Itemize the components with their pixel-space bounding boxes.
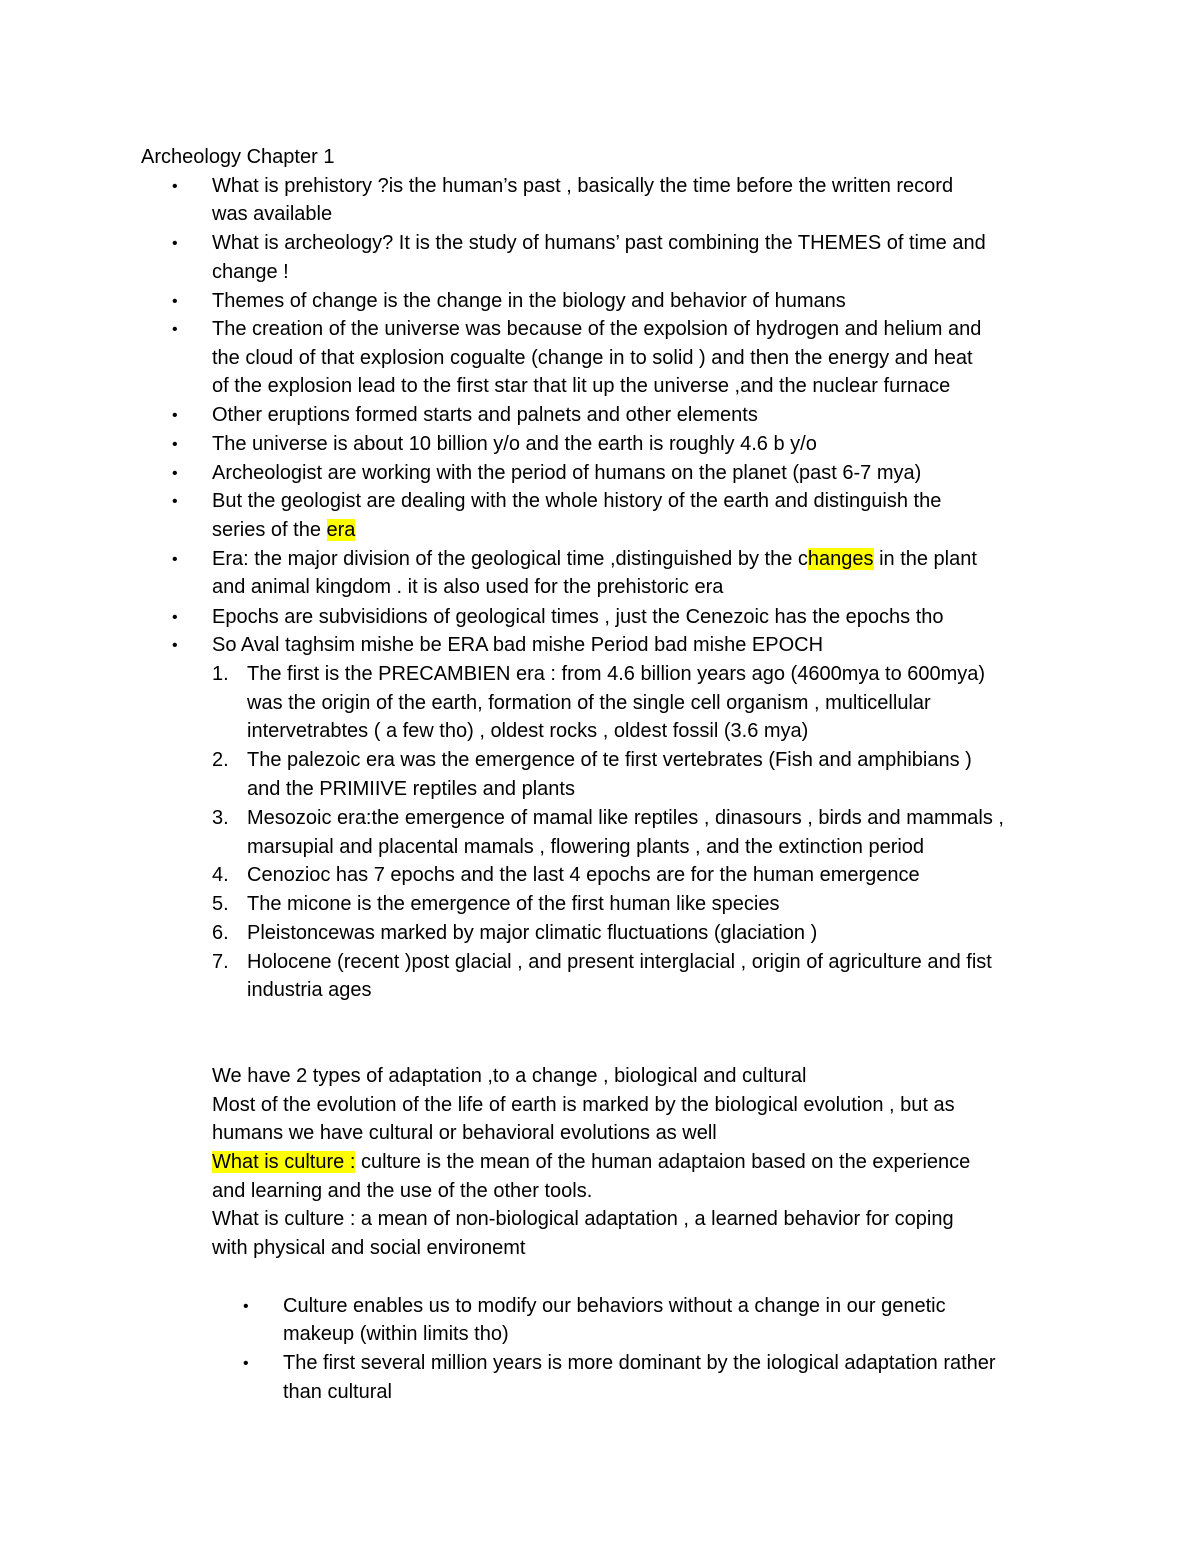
list-item-line: Other eruptions formed starts and palnets and other elements: [212, 404, 758, 426]
list-item-line: Holocene (recent )post glacial , and present interglacial , origin of agriculture and fist: [247, 951, 992, 973]
list-number: 1.: [212, 663, 229, 685]
list-number: 6.: [212, 922, 229, 944]
list-item-line: The palezoic era was the emergence of te first vertebrates (Fish and amphibians ): [247, 749, 972, 771]
highlighted-text: era: [326, 519, 356, 541]
list-item-line: The universe is about 10 billion y/o and the earth is roughly 4.6 b y/o: [212, 433, 817, 455]
list-number: 7.: [212, 951, 229, 973]
paragraph-line: [212, 1148, 970, 1177]
bullet-icon: •: [243, 1298, 249, 1315]
list-item-line: [212, 516, 355, 545]
list-number: 3.: [212, 807, 229, 829]
list-item-line: [212, 545, 977, 574]
list-item-line: So Aval taghsim mishe be ERA bad mishe Period bad mishe EPOCH: [212, 634, 824, 656]
bullet-icon: •: [172, 407, 178, 424]
list-item-line: The first several million years is more dominant by the iological adaptation rather: [283, 1352, 996, 1374]
list-item-line: the cloud of that explosion cogualte (change in to solid ) and then the energy and heat: [212, 347, 973, 369]
paragraph-line: We have 2 types of adaptation ,to a change , biological and cultural: [212, 1065, 807, 1087]
bullet-icon: •: [172, 637, 178, 654]
list-number: 2.: [212, 749, 229, 771]
list-item-line: What is prehistory ?is the human’s past , basically the time before the written record: [212, 175, 954, 197]
list-item-line: Pleistoncewas marked by major climatic fluctuations (glaciation ): [247, 922, 818, 944]
list-item-line: The first is the PRECAMBIEN era : from 4.6 billion years ago (4600mya to 600mya): [247, 663, 986, 685]
list-item-line: of the explosion lead to the first star that lit up the universe ,and the nuclear furnace: [212, 375, 951, 397]
paragraph-line: humans we have cultural or behavioral evolutions as well: [212, 1122, 717, 1144]
list-item-line: was available: [212, 203, 333, 225]
bullet-icon: •: [172, 293, 178, 310]
bullet-icon: •: [172, 178, 178, 195]
bullet-icon: •: [172, 235, 178, 252]
list-item-line: The creation of the universe was because of the expolsion of hydrogen and helium and: [212, 318, 982, 340]
paragraph-line: and learning and the use of the other tools.: [212, 1180, 593, 1202]
list-item-line: and the PRIMIIVE reptiles and plants: [247, 778, 575, 800]
list-item-line: Culture enables us to modify our behaviors without a change in our genetic: [283, 1295, 946, 1317]
list-number: 5.: [212, 893, 229, 915]
list-item-line: industria ages: [247, 979, 372, 1001]
list-item-line: change !: [212, 261, 289, 283]
bullet-icon: •: [172, 551, 178, 568]
paragraph-line: What is culture : a mean of non-biological adaptation , a learned behavior for coping: [212, 1208, 954, 1230]
list-item-line: marsupial and placental mamals , flowering plants , and the extinction period: [247, 836, 925, 858]
list-item-line: than cultural: [283, 1381, 392, 1403]
list-item-line: Mesozoic era:the emergence of mamal like reptiles , dinasours , birds and mammals ,: [247, 807, 1004, 829]
bullet-icon: •: [172, 321, 178, 338]
list-item-line: Archeologist are working with the period of humans on the planet (past 6-7 mya): [212, 462, 922, 484]
list-item-line: and animal kingdom . it is also used for the prehistoric era: [212, 576, 724, 598]
paragraph-line: with physical and social environemt: [212, 1237, 526, 1259]
highlighted-text: hanges: [807, 548, 874, 570]
text-run: culture is the mean of the human adaptaion based on the experience: [355, 1151, 971, 1173]
list-item-line: The micone is the emergence of the first human like species: [247, 893, 780, 915]
bullet-icon: •: [172, 465, 178, 482]
document-title: Archeology Chapter 1: [141, 146, 335, 168]
paragraph-line: Most of the evolution of the life of earth is marked by the biological evolution , but as: [212, 1094, 955, 1116]
list-item-line: was the origin of the earth, formation of the single cell organism , multicellular: [247, 692, 931, 714]
bullet-icon: •: [243, 1355, 249, 1372]
list-item-line: Cenozioc has 7 epochs and the last 4 epochs are for the human emergence: [247, 864, 920, 886]
bullet-icon: •: [172, 436, 178, 453]
list-number: 4.: [212, 864, 229, 886]
list-item-line: makeup (within limits tho): [283, 1323, 509, 1345]
list-item-line: Themes of change is the change in the biology and behavior of humans: [212, 290, 846, 312]
list-item-line: Epochs are subvisidions of geological times , just the Cenezoic has the epochs tho: [212, 606, 944, 628]
list-item-line: But the geologist are dealing with the whole history of the earth and distinguish the: [212, 490, 942, 512]
text-run: Era: the major division of the geological time ,distinguished by the c: [212, 548, 808, 570]
bullet-icon: •: [172, 609, 178, 626]
highlighted-text: What is culture :: [212, 1151, 356, 1173]
list-item-line: What is archeology? It is the study of humans’ past combining the THEMES of time and: [212, 232, 986, 254]
bullet-icon: •: [172, 493, 178, 510]
list-item-line: intervetrabtes ( a few tho) , oldest rocks , oldest fossil (3.6 mya): [247, 720, 809, 742]
text-run: in the plant: [873, 548, 977, 570]
text-run: series of the: [212, 519, 327, 541]
